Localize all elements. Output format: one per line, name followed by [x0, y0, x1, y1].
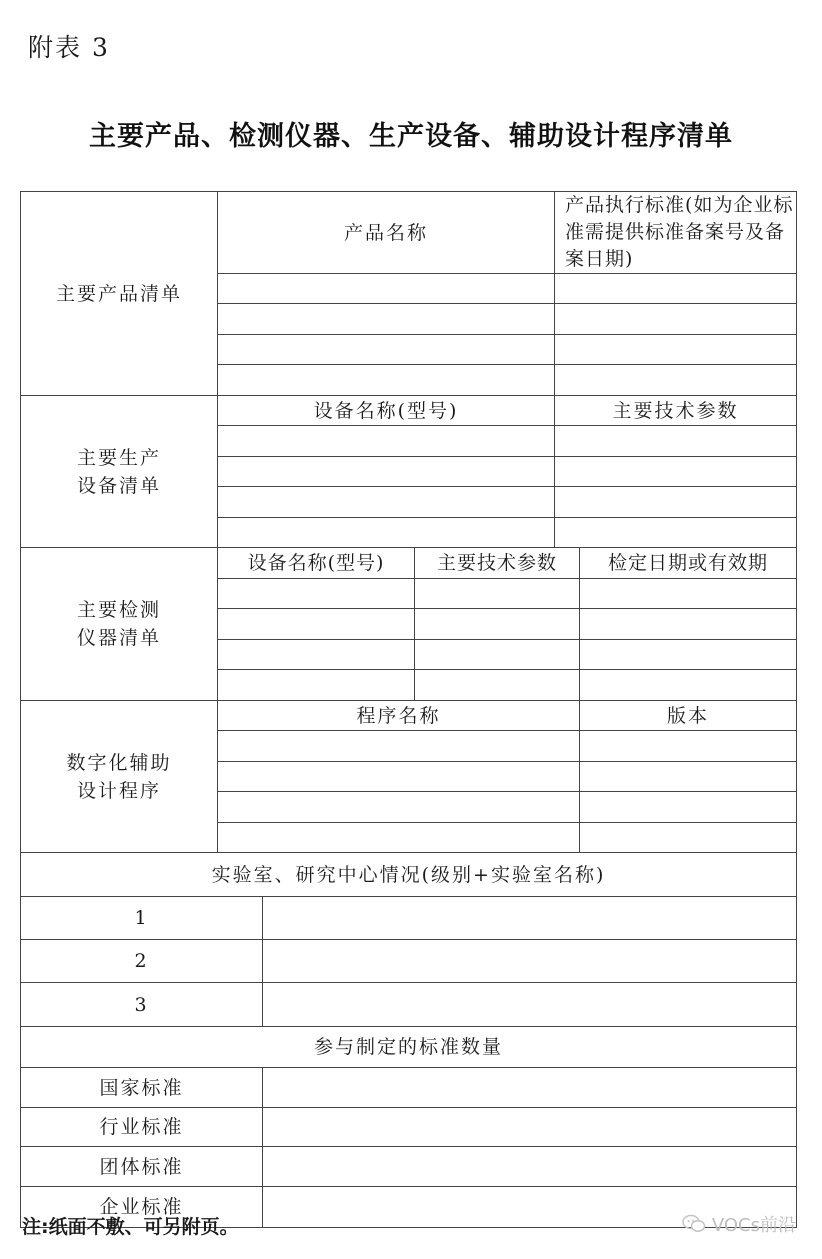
product-standard-cell[interactable]	[555, 304, 797, 335]
standards-row-label: 行业标准	[21, 1108, 263, 1147]
program-name-cell[interactable]	[218, 731, 580, 762]
production-equipment-col-params: 主要技术参数	[555, 396, 797, 426]
footnote: 注:纸面不敷、可另附页。	[22, 1216, 239, 1238]
lab-row-value[interactable]	[263, 897, 797, 940]
instrument-params-cell[interactable]	[415, 579, 580, 609]
production-equipment-section-label	[21, 396, 218, 548]
instrument-calibration-cell[interactable]	[580, 579, 797, 609]
annex-label: 附表 3	[28, 33, 110, 62]
product-name-cell[interactable]	[218, 274, 555, 304]
lab-row-number: 2	[21, 940, 263, 983]
program-name-cell[interactable]	[218, 792, 580, 823]
products-col-standard: 产品执行标准(如为企业标准需提供标准备案号及备案日期)	[555, 192, 797, 274]
instrument-name-cell[interactable]	[218, 579, 415, 609]
program-version-cell[interactable]	[580, 731, 797, 762]
equipment-name-cell[interactable]	[218, 457, 555, 487]
program-version-cell[interactable]	[580, 792, 797, 823]
product-name-cell[interactable]	[218, 304, 555, 335]
lab-row-value[interactable]	[263, 940, 797, 983]
standards-row-value[interactable]	[263, 1108, 797, 1147]
standards-row-label: 企业标准	[21, 1187, 263, 1228]
instrument-calibration-cell[interactable]	[580, 609, 797, 640]
test-instruments-label-line2: 仪器清单	[76, 627, 161, 649]
instrument-params-cell[interactable]	[415, 609, 580, 640]
production-equipment-label-line1: 主要生产	[76, 446, 161, 469]
test-instruments-col-name: 设备名称(型号)	[218, 548, 415, 579]
production-equipment-label-line2: 设备清单	[76, 474, 161, 497]
labs-header: 实验室、研究中心情况(级别+实验室名称)	[21, 853, 797, 897]
instrument-name-cell[interactable]	[218, 670, 415, 701]
equipment-params-cell[interactable]	[555, 426, 797, 457]
test-instruments-col-params: 主要技术参数	[415, 548, 580, 579]
equipment-name-cell[interactable]	[218, 426, 555, 457]
products-col-name: 产品名称	[218, 192, 555, 274]
product-name-cell[interactable]	[218, 365, 555, 396]
instrument-params-cell[interactable]	[415, 640, 580, 670]
equipment-name-cell[interactable]	[218, 518, 555, 548]
instrument-name-cell[interactable]	[218, 609, 415, 640]
page-title: 主要产品、检测仪器、生产设备、辅助设计程序清单	[89, 121, 733, 152]
watermark	[682, 1211, 796, 1237]
program-name-cell[interactable]	[218, 762, 580, 792]
equipment-params-cell[interactable]	[555, 457, 797, 487]
standards-row-value[interactable]	[263, 1147, 797, 1187]
test-instruments-section-label	[21, 548, 218, 701]
instrument-params-cell[interactable]	[415, 670, 580, 701]
design-programs-col-version: 版本	[580, 701, 797, 731]
test-instruments-label-line1: 主要检测	[76, 599, 161, 621]
program-version-cell[interactable]	[580, 823, 797, 853]
standards-row-value[interactable]	[263, 1068, 797, 1108]
registration-form-table	[20, 191, 797, 1228]
design-programs-section-label	[21, 701, 218, 853]
product-standard-cell[interactable]	[555, 365, 797, 396]
lab-row-number: 3	[21, 983, 263, 1027]
instrument-calibration-cell[interactable]	[580, 640, 797, 670]
program-version-cell[interactable]	[580, 762, 797, 792]
equipment-params-cell[interactable]	[555, 518, 797, 548]
instrument-name-cell[interactable]	[218, 640, 415, 670]
program-name-cell[interactable]	[218, 823, 580, 853]
design-programs-label-line2: 设计程序	[76, 779, 161, 802]
watermark-text: VOCs前沿	[711, 1215, 796, 1236]
standards-row-label: 国家标准	[21, 1068, 263, 1108]
standards-row-label: 团体标准	[21, 1147, 263, 1187]
products-section-label: 主要产品清单	[21, 192, 218, 396]
equipment-params-cell[interactable]	[555, 487, 797, 518]
design-programs-col-name: 程序名称	[218, 701, 580, 731]
product-standard-cell[interactable]	[555, 274, 797, 304]
product-standard-cell[interactable]	[555, 335, 797, 365]
production-equipment-col-name: 设备名称(型号)	[218, 396, 555, 426]
lab-row-number: 1	[21, 897, 263, 940]
instrument-calibration-cell[interactable]	[580, 670, 797, 701]
product-name-cell[interactable]	[218, 335, 555, 365]
wechat-icon	[682, 1214, 706, 1234]
standards-header: 参与制定的标准数量	[21, 1027, 797, 1068]
lab-row-value[interactable]	[263, 983, 797, 1027]
equipment-name-cell[interactable]	[218, 487, 555, 518]
design-programs-label-line1: 数字化辅助	[66, 751, 172, 774]
test-instruments-col-calibration: 检定日期或有效期	[580, 548, 797, 579]
